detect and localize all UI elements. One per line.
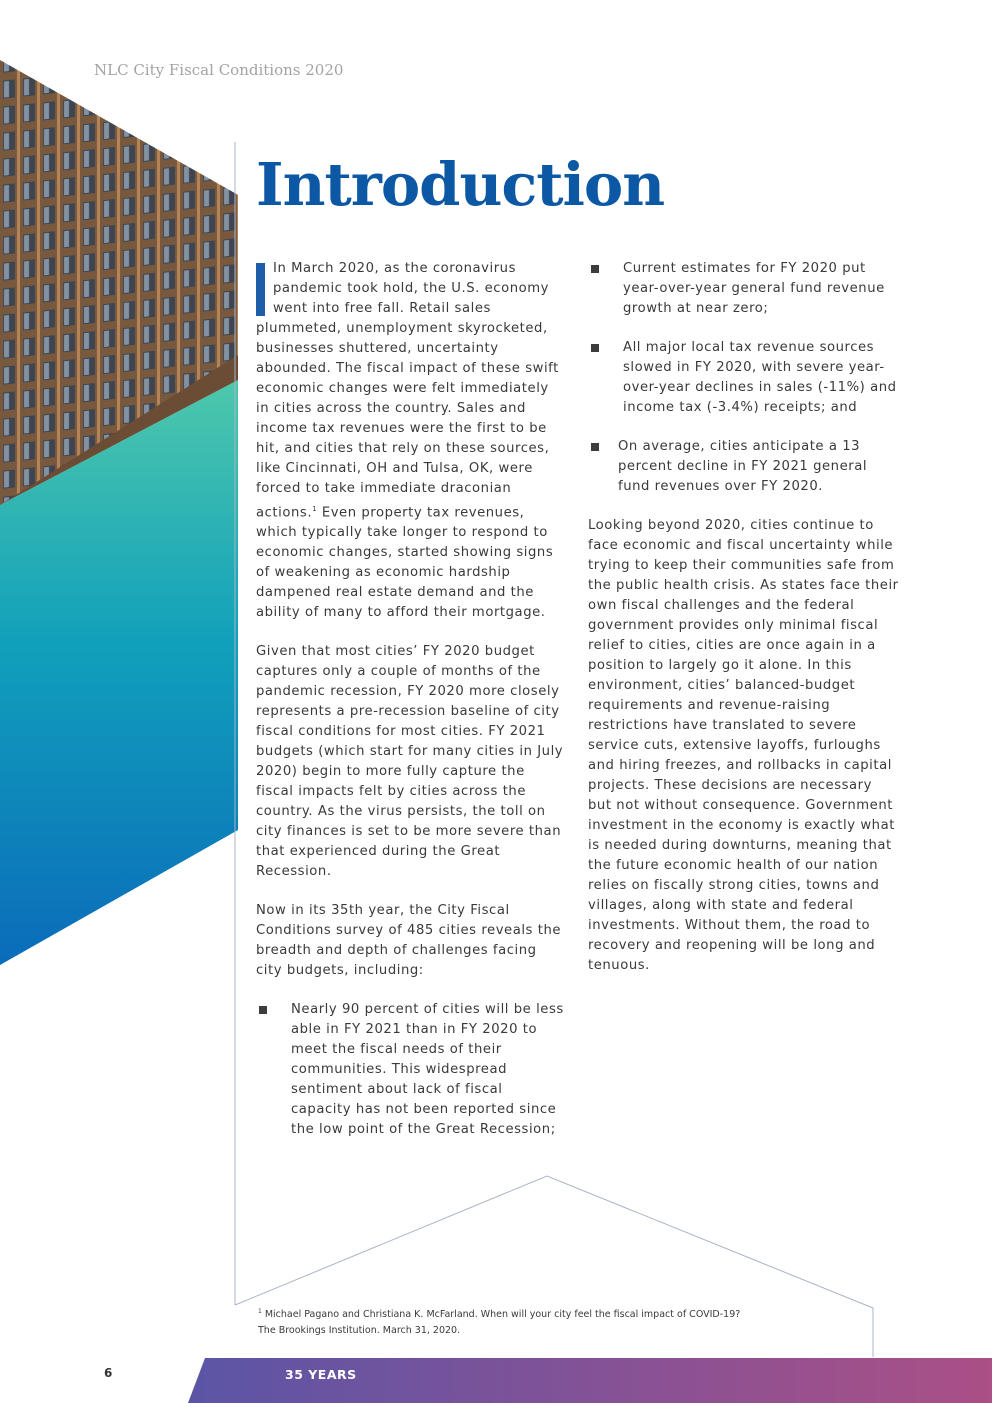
page-title: Introduction: [256, 150, 665, 219]
list-item: [588, 437, 900, 497]
list-item-text: All major local tax revenue sources slowed in FY 2020, with severe year-over-year declines in sales (-11%) and income tax (-3.4%) receipts; and: [623, 340, 897, 415]
page-number: 6: [104, 1366, 113, 1380]
footnote-line-2: The Brookings Institution. March 31, 2020.: [258, 1325, 461, 1337]
challenges-list-left: [256, 1000, 566, 1140]
footnote: [258, 1304, 818, 1339]
right-column: [588, 259, 900, 995]
dropcap-letter: I: [273, 261, 278, 276]
list-item-text: Current estimates for FY 2020 put year-over-year general fund revenue growth at near zero;: [623, 261, 885, 316]
list-item: [588, 259, 900, 319]
footnote-line-1: Michael Pagano and Christiana K. McFarland. When will your city feel the fiscal impact of COVID-19?: [261, 1309, 741, 1321]
list-item-text: On average, cities anticipate a 13 percent decline in FY 2021 general fund revenues over FY 2020.: [618, 439, 868, 494]
footer-label: 35 YEARS: [285, 1367, 357, 1382]
intro-paragraph: [256, 259, 566, 623]
hero-artwork: [0, 0, 240, 975]
list-item: [256, 1000, 566, 1140]
running-head: NLC City Fiscal Conditions 2020: [94, 61, 344, 79]
list-item: [588, 338, 900, 418]
footer-band: [0, 1356, 992, 1403]
bullet-square-icon: [591, 344, 599, 352]
left-column: [256, 259, 566, 1159]
footnote-marker: 1: [258, 1308, 262, 1315]
dropcap-bar: [256, 263, 265, 316]
bullet-square-icon: [591, 443, 599, 451]
bullet-square-icon: [259, 1006, 267, 1014]
intro-text-cont: Even property tax revenues, which typically take longer to respond to economic changes, started showing signs of weakening as economic hardship dampened real estate demand and the ability of many to afford their mortgage.: [256, 505, 554, 621]
survey-paragraph: Now in its 35th year, the City Fiscal Conditions survey of 485 cities reveals the breadth and depth of challenges facing city budgets, including:: [256, 903, 562, 979]
outlook-paragraph: Looking beyond 2020, cities continue to face economic and fiscal uncertainty while trying to keep their communities safe from the public health crisis. As states face their own fiscal challenges and the federal government provides only minimal fiscal relief to cities, cities are once again in a position to largely go it alone. In this environment, cities’ balanced-budget requirements and revenue-raising restrictions have translated to severe service cuts, extensive layoffs, furloughs and hiring freezes, and rollbacks in capital projects. These decisions are necessary but not without consequence. Government investment in the economy is exactly what is needed during downturns, meaning that the future economic health of our nation relies on fiscally strong cities, towns and villages, along with state and federal investments. Without them, the road to recovery and reopening will be long and tenuous.: [588, 518, 899, 973]
bullet-square-icon: [591, 265, 599, 273]
challenges-list-right: [588, 259, 900, 497]
budget-paragraph: Given that most cities’ FY 2020 budget captures only a couple of months of the pandemic recession, FY 2020 more closely represents a pre-recession baseline of city fiscal conditions for most cities. FY 2021 budgets (which start for many cities in July 2020) begin to more fully capture the fiscal impacts felt by cities across the country. As the virus persists, the toll on city finances is set to be more severe than that experienced during the Great Recession.: [256, 644, 564, 880]
list-item-text: Nearly 90 percent of cities will be less able in FY 2021 than in FY 2020 to meet the fiscal needs of their communities. This widespread sentiment about lack of fiscal capacity has not been reported since the low point of the Great Recession;: [291, 1002, 564, 1138]
intro-text: n March 2020, as the coronavirus pandemic took hold, the U.S. economy went into free fall. Retail sales plummeted, unemployment skyrocketed, businesses shuttered, uncertainty abounded. The fiscal impact of these swift economic changes were felt immediately in cities across the country. Sales and income tax revenues were the first to be hit, and cities that rely on these sources, like Cincinnati, OH and Tulsa, OK, were forced to take immediate draconian actions.: [256, 261, 559, 521]
footnote-ref: 1: [312, 505, 318, 513]
